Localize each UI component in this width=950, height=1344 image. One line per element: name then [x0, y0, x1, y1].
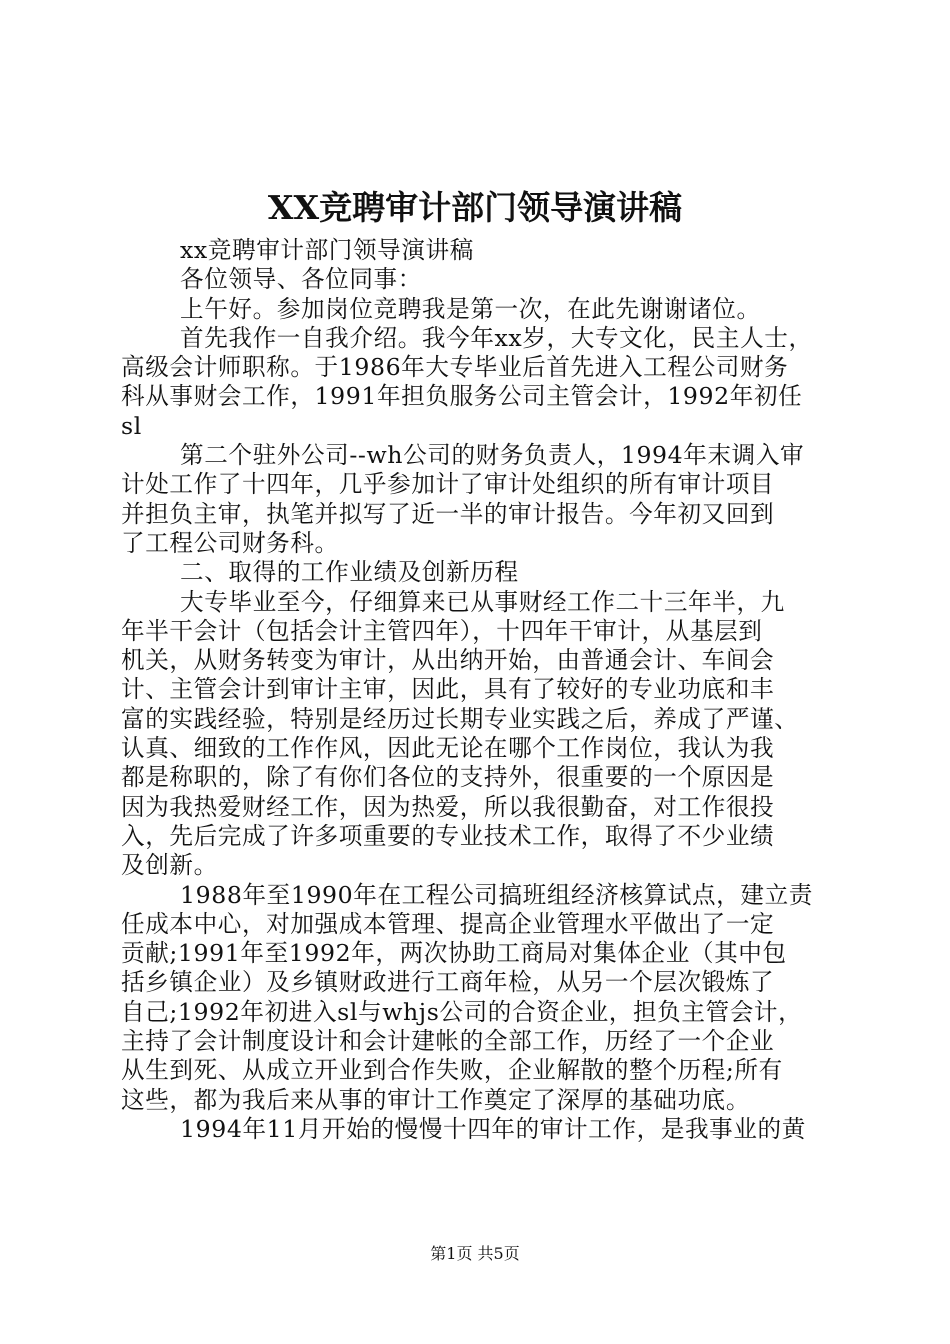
- paragraph-line: 高级会计师职称。于1986年大专毕业后首先进入工程公司财务: [121, 353, 789, 382]
- paragraph-line: 科从事财会工作，1991年担负服务公司主管会计，1992年初任: [121, 382, 803, 411]
- paragraph-line: 计处工作了十四年，几乎参加计了审计处组织的所有审计项目: [121, 470, 775, 499]
- paragraph: [121, 295, 847, 324]
- paragraph-first-line: 1994年11月开始的慢慢十四年的审计工作，是我事业的黄: [180, 1114, 806, 1143]
- paragraph-first-line: 二、取得的工作业绩及创新历程: [180, 558, 519, 587]
- paragraph-first-line: xx竞聘审计部门领导演讲稿: [180, 236, 474, 264]
- paragraph-line: sl: [121, 411, 142, 440]
- paragraph-line: 任成本中心，对加强成本管理、提高企业管理水平做出了一定: [121, 909, 775, 938]
- paragraph-first-line: 第二个驻外公司--wh公司的财务负责人，1994年末调入审: [180, 441, 805, 470]
- page-footer: 第1页 共5页: [430, 1244, 520, 1263]
- paragraph-line: 贡献;1991年至1992年，两次协助工商局对集体企业（其中包: [121, 939, 787, 968]
- paragraph: [121, 1115, 847, 1144]
- paragraph-line: 机关，从财务转变为审计，从出纳开始，由普通会计、车间会: [121, 646, 775, 675]
- paragraph: [121, 558, 847, 587]
- paragraph-first-line: 上午好。参加岗位竞聘我是第一次，在此先谢谢诸位。: [180, 294, 761, 323]
- paragraph-line: 认真、细致的工作作风，因此无论在哪个工作岗位，我认为我: [121, 734, 775, 763]
- paragraph-line: 富的实践经验，特别是经历过长期专业实践之后，养成了严谨、: [121, 704, 799, 733]
- paragraph-line: 及创新。: [121, 851, 218, 880]
- paragraph: [121, 236, 847, 265]
- paragraph-line: 年半干会计（包括会计主管四年），十四年干审计，从基层到: [121, 616, 763, 645]
- paragraph: [121, 881, 847, 1115]
- paragraph-line: 了工程公司财务科。: [121, 528, 339, 557]
- paragraph-line: 自己;1992年初进入sl与whjs公司的合资企业，担负主管会计，: [121, 997, 803, 1026]
- paragraph-line: 从生到死、从成立开业到合作失败，企业解散的整个历程;所有: [121, 1056, 783, 1085]
- paragraph-line: 并担负主审，执笔并拟写了近一半的审计报告。今年初又回到: [121, 499, 775, 528]
- paragraph-line: 这些，都为我后来从事的审计工作奠定了深厚的基础功底。: [121, 1085, 751, 1114]
- paragraph: [121, 441, 847, 558]
- document-body: [121, 236, 847, 1144]
- paragraph: [121, 588, 847, 881]
- paragraph-first-line: 大专毕业至今，仔细算来已从事财经工作二十三年半，九: [180, 587, 785, 616]
- paragraph-first-line: 1988年至1990年在工程公司搞班组经济核算试点，建立责: [180, 880, 813, 909]
- paragraph-first-line: 各位领导、各位同事：: [180, 265, 422, 294]
- paragraph-line: 计、主管会计到审计主审，因此，具有了较好的专业功底和丰: [121, 675, 775, 704]
- paragraph-line: 都是称职的，除了有你们各位的支持外，很重要的一个原因是: [121, 763, 775, 792]
- paragraph-line: 括乡镇企业）及乡镇财政进行工商年检，从另一个层次锻炼了: [121, 968, 775, 997]
- paragraph: [121, 324, 847, 441]
- paragraph: [121, 265, 847, 294]
- paragraph-first-line: 首先我作一自我介绍。我今年xx岁，大专文化，民主人士，: [180, 323, 813, 352]
- document-title: XX竞聘审计部门领导演讲稿: [267, 188, 683, 227]
- paragraph-line: 因为我热爱财经工作，因为热爱，所以我很勤奋，对工作很投: [121, 792, 775, 821]
- paragraph-line: 入，先后完成了许多项重要的专业技术工作，取得了不少业绩: [121, 821, 775, 850]
- paragraph-line: 主持了会计制度设计和会计建帐的全部工作，历经了一个企业: [121, 1027, 775, 1056]
